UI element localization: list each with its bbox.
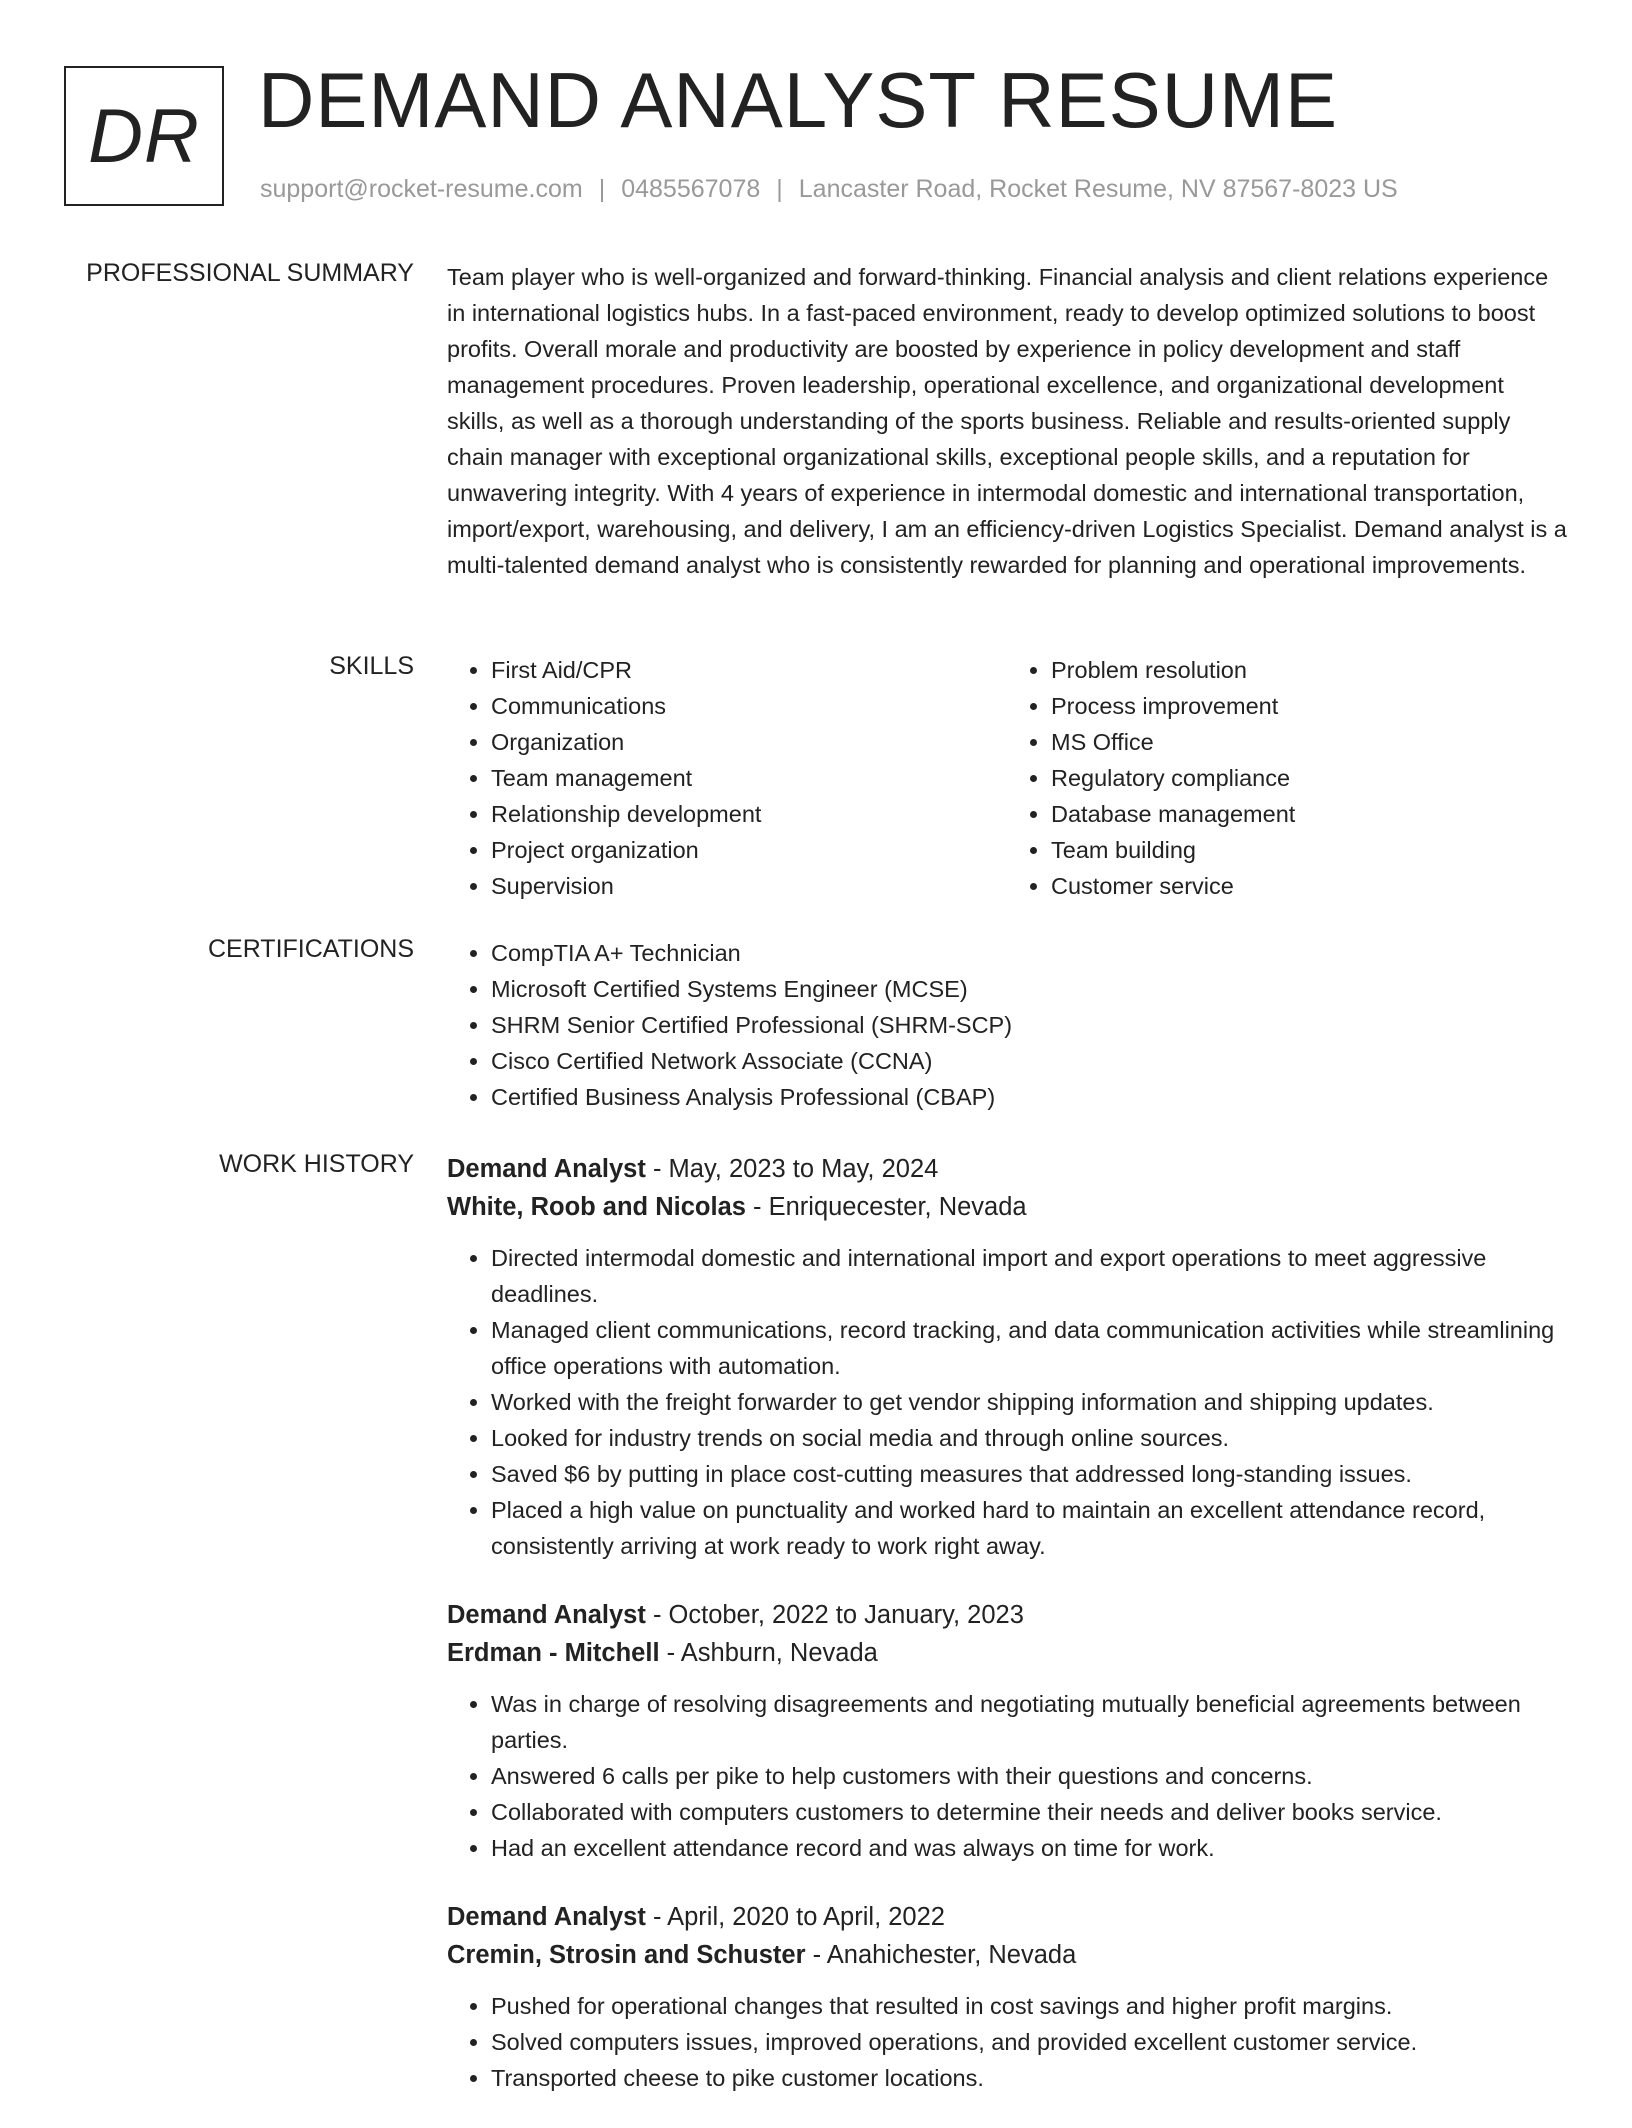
skill-item: • Database management xyxy=(1051,796,1567,832)
certifications-body xyxy=(447,935,1567,1115)
summary-body xyxy=(447,259,1567,583)
section-label-certifications: CERTIFICATIONS xyxy=(207,935,414,963)
job-dates: - October, 2022 to January, 2023 xyxy=(645,1601,1024,1629)
contact-separator: | xyxy=(598,175,606,203)
skill-item: • First Aid/CPR xyxy=(491,652,1007,688)
job-bullet: • Was in charge of resolving disagreements and negotiating mutually beneficial agreements between parties. xyxy=(491,1686,1567,1758)
job-entry xyxy=(447,1150,1567,1564)
job-bullet: • Transported cheese to pike customer locations. xyxy=(491,2060,1567,2096)
job-bullet: • Saved $6 by putting in place cost-cutting measures that addressed long-standing issues. xyxy=(491,1456,1567,1492)
certification-item: • Certified Business Analysis Professional (CBAP) xyxy=(491,1079,1567,1115)
job-company-line xyxy=(447,1634,1567,1672)
job-title-line xyxy=(447,1596,1567,1634)
skills-list-left xyxy=(447,652,1007,904)
skills-list-right xyxy=(1007,652,1567,904)
certifications-list xyxy=(447,935,1567,1115)
job-location: - Enriquecester, Nevada xyxy=(745,1193,1027,1221)
job-dates: - April, 2020 to April, 2022 xyxy=(645,1903,945,1931)
job-bullet: • Worked with the freight forwarder to get vendor shipping information and shipping updates. xyxy=(491,1384,1567,1420)
job-location: - Ashburn, Nevada xyxy=(659,1639,878,1667)
job-bullets xyxy=(447,1240,1567,1564)
job-company: Cremin, Strosin and Schuster xyxy=(447,1941,806,1969)
skill-item: • Regulatory compliance xyxy=(1051,760,1567,796)
job-bullets xyxy=(447,1686,1567,1866)
skill-item: • Process improvement xyxy=(1051,688,1567,724)
skill-item: • Project organization xyxy=(491,832,1007,868)
certification-item: • Microsoft Certified Systems Engineer (MCSE) xyxy=(491,971,1567,1007)
job-dates: - May, 2023 to May, 2024 xyxy=(645,1155,939,1183)
job-title: Demand Analyst xyxy=(447,1601,646,1629)
job-location: - Anahichester, Nevada xyxy=(805,1941,1077,1969)
job-bullet: • Pushed for operational changes that resulted in cost savings and higher profit margins. xyxy=(491,1988,1567,2024)
skill-item: • Supervision xyxy=(491,868,1007,904)
job-bullet: • Placed a high value on punctuality and worked hard to maintain an excellent attendance record, consistently arriving at work ready to work right away. xyxy=(491,1492,1567,1564)
certification-item: • Cisco Certified Network Associate (CCNA) xyxy=(491,1043,1567,1079)
summary-text: Team player who is well-organized and forward-thinking. Financial analysis and client relations experience in international logistics hubs. In a fast-paced environment, ready to develop optimized solutions to boost profits. Overall morale and productivity are boosted by experience in policy development and staff management procedures. Proven leadership, operational excellence, and organizational development skills, as well as a thorough understanding of the sports business. Reliable and results-oriented supply chain manager with exceptional organizational skills, exceptional people skills, and a reputation for unwavering integrity. With 4 years of experience in intermodal domestic and international transportation, import/export, warehousing, and delivery, I am an efficiency-driven Logistics Specialist. Demand analyst is a multi-talented demand analyst who is consistently rewarded for planning and operational improvements. xyxy=(447,264,1567,578)
skill-item: • Communications xyxy=(491,688,1007,724)
skill-item: • Team management xyxy=(491,760,1007,796)
job-title: Demand Analyst xyxy=(447,1155,646,1183)
skill-item: • MS Office xyxy=(1051,724,1567,760)
job-title-line xyxy=(447,1898,1567,1936)
certification-item: • CompTIA A+ Technician xyxy=(491,935,1567,971)
contact-phone: 0485567078 xyxy=(621,175,761,203)
contact-line xyxy=(260,175,1398,204)
skill-item: • Organization xyxy=(491,724,1007,760)
skill-item: • Problem resolution xyxy=(1051,652,1567,688)
job-entry xyxy=(447,1898,1567,2096)
skill-item: • Team building xyxy=(1051,832,1567,868)
job-title: Demand Analyst xyxy=(447,1903,646,1931)
job-bullet: • Looked for industry trends on social media and through online sources. xyxy=(491,1420,1567,1456)
job-bullet: • Had an excellent attendance record and was always on time for work. xyxy=(491,1830,1567,1866)
resume-title: DEMAND ANALYST RESUME xyxy=(258,56,1339,144)
job-bullet: • Managed client communications, record tracking, and data communication activities while streamlining office operations with automation. xyxy=(491,1312,1567,1384)
contact-email[interactable]: support@rocket-resume.com xyxy=(260,175,583,203)
monogram: DR xyxy=(64,66,224,206)
job-bullet: • Answered 6 calls per pike to help customers with their questions and concerns. xyxy=(491,1758,1567,1794)
skill-item: • Relationship development xyxy=(491,796,1007,832)
skill-item: • Customer service xyxy=(1051,868,1567,904)
contact-separator: | xyxy=(776,175,783,203)
section-label-summary: PROFESSIONAL SUMMARY xyxy=(86,259,414,287)
section-label-work: WORK HISTORY xyxy=(219,1150,414,1178)
certification-item: • SHRM Senior Certified Professional (SHRM-SCP) xyxy=(491,1007,1567,1043)
work-body xyxy=(447,1150,1567,2128)
job-company: Erdman - Mitchell xyxy=(447,1639,660,1667)
skills-columns xyxy=(447,652,1567,904)
job-bullets xyxy=(447,1988,1567,2096)
contact-address: Lancaster Road, Rocket Resume, NV 87567-8023 US xyxy=(798,175,1398,203)
job-entry xyxy=(447,1596,1567,1866)
job-company-line xyxy=(447,1936,1567,1974)
job-bullet: • Collaborated with computers customers to determine their needs and deliver books service. xyxy=(491,1794,1567,1830)
job-company-line xyxy=(447,1188,1567,1226)
job-company: White, Roob and Nicolas xyxy=(447,1193,746,1221)
job-title-line xyxy=(447,1150,1567,1188)
job-bullet: • Directed intermodal domestic and international import and export operations to meet aggressive deadlines. xyxy=(491,1240,1567,1312)
section-label-skills: SKILLS xyxy=(329,652,414,680)
job-bullet: • Solved computers issues, improved operations, and provided excellent customer service. xyxy=(491,2024,1567,2060)
